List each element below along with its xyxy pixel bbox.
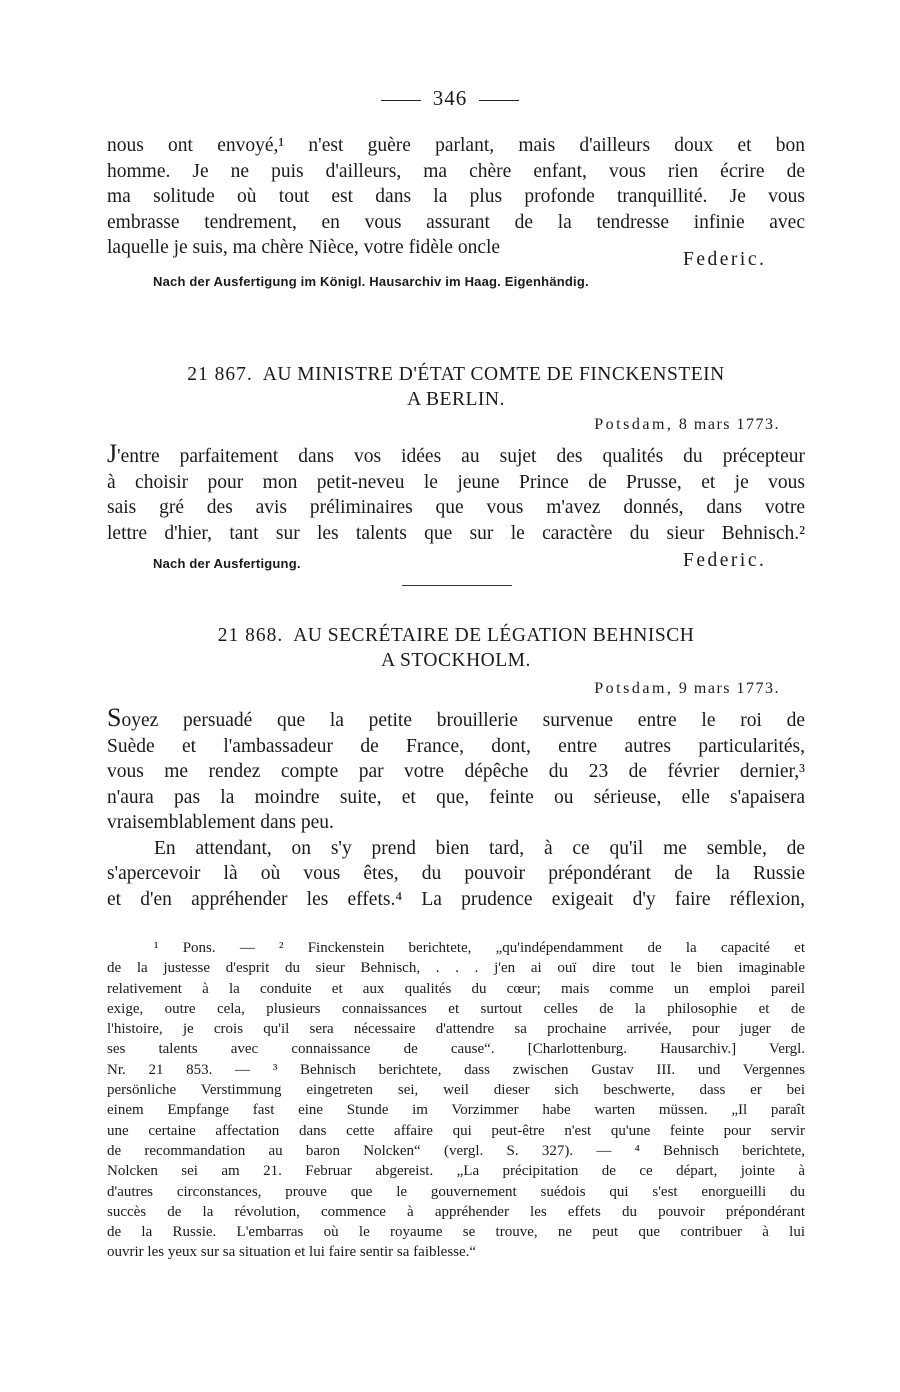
text-line: J'entre parfaitement dans vos idées au sujet des qualités du précepteur (107, 439, 805, 468)
text-line: ma solitude où tout est dans la plus profonde tranquillité. Je vous (107, 186, 805, 207)
text-line: homme. Je ne puis d'ailleurs, ma chère enfant, vous rien écrire de (107, 160, 805, 182)
text-line: sais gré des avis préliminaires que vous m'avez donnés, dans votre (107, 497, 805, 518)
text-line: lettre d'hier, tant sur les talents que sur le caractère du sieur Behnisch.² (107, 522, 805, 544)
text-line: vous me rendez compte par votre dépêche du 23 de février dernier,³ (107, 761, 805, 782)
heading-line-2: A STOCKHOLM. (381, 650, 531, 671)
footnote-line: relativement à la conduite et aux qualités du cœur; mais comme un emploi pareil (107, 980, 805, 997)
footnote-line: une certaine affectation dans cette affaire qui peut-être n'est qu'une feinte pour servir (107, 1122, 805, 1139)
text-line: et d'en appréhender les effets.⁴ La prudence exigeait d'y faire réflexion, (107, 888, 805, 910)
date-place: Potsdam, (594, 416, 674, 433)
footnote-line: Nr. 21 853. — ³ Behnisch berichtete, dass zwischen Gustav III. und Vergennes (107, 1061, 805, 1078)
source-note: Nach der Ausfertigung im Königl. Hausarchiv im Haag. Eigenhändig. (153, 274, 589, 289)
drop-cap: J (107, 439, 118, 468)
text-line: à choisir pour mon petit-neveu le jeune Prince de Prusse, et je vous (107, 471, 805, 493)
text-line: Soyez persuadé que la petite brouillerie survenue entre le roi de (107, 703, 805, 732)
footnote-line: ouvrir les yeux sur sa situation et lui faire sentir sa faiblesse.“ (107, 1244, 477, 1261)
letter-21867-text (107, 439, 805, 546)
date-place: Potsdam, (594, 680, 674, 697)
letter-heading (107, 362, 805, 412)
footnote-line: ses talents avec connaissance de cause“. [Charlottenburg. Hausarchiv.] Vergl. (107, 1041, 805, 1058)
footnote-line: Nolcken sei am 21. Februar abgereist. „La précipitation de ce départ, jointe à (107, 1163, 805, 1180)
text-line: En attendant, on s'y prend bien tard, à ce qu'il me semble, de (154, 837, 805, 859)
text-line: nous ont envoyé,¹ n'est guère parlant, mais d'ailleurs doux et bon (107, 135, 805, 156)
dateline (594, 680, 780, 698)
previous-letter-text (107, 133, 805, 261)
footnote-line: ¹ Pons. — ² Finckenstein berichtete, „qu'indépendamment de la capacité et (154, 940, 805, 956)
signature: Federic. (683, 249, 767, 270)
footnote-line: exige, outre cela, plusieurs connaissances et surtout celles de la philosophie et de (107, 1000, 805, 1017)
text-line: s'apercevoir là où vous êtes, du pouvoir prépondérant de la Russie (107, 863, 805, 884)
heading-line-2: A BERLIN. (407, 389, 505, 410)
heading-title: AU SECRÉTAIRE DE LÉGATION BEHNISCH (293, 625, 695, 646)
letter-number: 21 867. (187, 364, 253, 385)
footnote-line: de la Russie. L'embarras où le royaume se trouve, ne peut que contribuer à lui (107, 1224, 805, 1241)
page-number-dash-left (381, 100, 421, 101)
letter-21868-text (107, 703, 805, 912)
page-number-dash-right (479, 100, 519, 101)
signature: Federic. (683, 550, 767, 571)
footnote-line: persönliche Verstimmung eingetreten sei, weil dieser sich beschwerte, dass er bei (107, 1082, 805, 1099)
footnote-line: l'histoire, je crois qu'il sera nécessaire d'attendre sa prochaine arrivée, pour juger de (107, 1021, 805, 1038)
footnote-line: de recommandation au baron Nolcken“ (vergl. S. 327). — ⁴ Behnisch berichtete, (107, 1142, 805, 1159)
page-number-line (0, 86, 900, 111)
heading-line-1 (107, 362, 805, 387)
letter-heading (107, 623, 805, 673)
source-note: Nach der Ausfertigung. (153, 556, 301, 571)
footnote-line: de la justesse d'esprit du sieur Behnisch, . . . j'en ai ouï dire tout le bien imaginable (107, 960, 805, 977)
footnotes (107, 938, 805, 1263)
footnote-line: d'autres circonstances, prouve que le gouvernement suédois qui s'est enorgueilli du (107, 1183, 805, 1200)
date-rest: 9 mars 1773. (678, 680, 780, 697)
footnote-line: einem Empfange fast eine Stunde im Vorzimmer habe warten müssen. „Il paraît (107, 1102, 805, 1119)
text-line: embrasse tendrement, en vous assurant de la tendresse infinie avec (107, 211, 805, 233)
text-line: laquelle je suis, ma chère Nièce, votre fidèle oncle (107, 237, 501, 258)
dateline (594, 416, 780, 434)
page-number: 346 (432, 86, 468, 110)
letter-number: 21 868. (217, 625, 284, 646)
date-rest: 8 mars 1773. (678, 416, 780, 433)
text-line: Suède et l'ambassadeur de France, dont, entre autres particularités, (107, 735, 805, 757)
heading-line-1 (107, 623, 805, 648)
footnote-line: succès de la révolution, commence à appréhender les effets du pouvoir prépondérant (107, 1203, 805, 1220)
text-line: n'aura pas la moindre suite, et que, feinte ou sérieuse, elle s'apaisera (107, 786, 805, 808)
drop-cap: S (107, 703, 122, 732)
separator-rule (402, 585, 512, 586)
text-line: vraisemblablement dans peu. (107, 812, 334, 833)
heading-title: AU MINISTRE D'ÉTAT COMTE DE FINCKENSTEIN (262, 364, 725, 385)
